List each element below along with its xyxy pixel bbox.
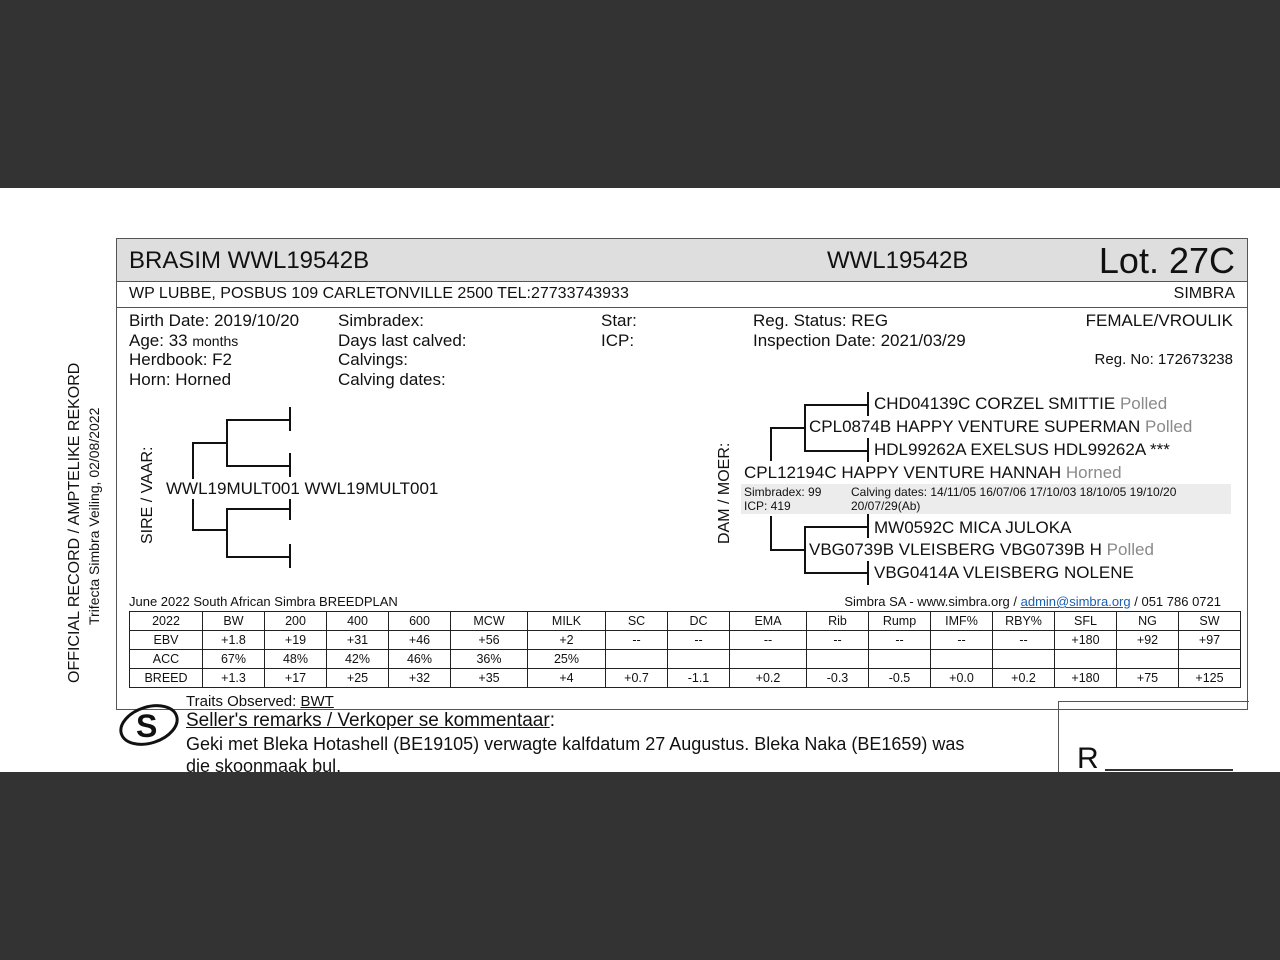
lot-number: Lot. 27C	[1098, 240, 1235, 281]
breedplan-header-cell: 200	[265, 612, 327, 631]
dam-dam-horn: Polled	[1106, 540, 1154, 559]
breedplan-cell: --	[869, 631, 931, 650]
dam-label: DAM / MOER:	[716, 442, 733, 544]
breedplan-cell: 67%	[203, 650, 265, 669]
breedplan-cell	[869, 650, 931, 669]
breedplan-header-cell: MCW	[451, 612, 528, 631]
breedplan-row	[130, 669, 1241, 688]
remarks-line-2: die skoonmaak bul.	[186, 756, 342, 772]
breedplan-cell: -0.5	[869, 669, 931, 688]
dam-dam-sire: MW0592C MICA JULOKA	[874, 518, 1072, 537]
breedplan-cell: +19	[265, 631, 327, 650]
sale-label: Trifecta Simbra Veiling, 02/08/2022	[86, 407, 102, 625]
age-value: Age: 33	[129, 331, 188, 350]
sire-label: SIRE / VAAR:	[139, 446, 156, 544]
breedplan-header-cell: NG	[1117, 612, 1179, 631]
breedplan-row	[130, 650, 1241, 669]
dam-dam-dam: VBG0414A VLEISBERG NOLENE	[874, 563, 1134, 582]
breedplan-header-cell: 600	[389, 612, 451, 631]
breedplan-cell: 48%	[265, 650, 327, 669]
breedplan-header-cell: IMF%	[931, 612, 993, 631]
simbra-logo	[116, 702, 182, 748]
breedplan-header-cell: SFL	[1055, 612, 1117, 631]
breedplan-cell: +46	[389, 631, 451, 650]
breedplan-header-cell: 2022	[130, 612, 203, 631]
breedplan-cell: +0.2	[730, 669, 807, 688]
breedplan-cell: --	[668, 631, 730, 650]
breedplan-cell: +125	[1179, 669, 1241, 688]
price-box	[1058, 701, 1249, 772]
owner-line: WP LUBBE, POSBUS 109 CARLETONVILLE 2500 TEL:27733743933	[129, 285, 629, 302]
breedplan-cell	[1117, 650, 1179, 669]
breedplan-cell: +75	[1117, 669, 1179, 688]
breedplan-header-row	[130, 612, 1241, 631]
dam-sire-sire-horn: Polled	[1119, 394, 1168, 413]
breedplan-header-cell: Rib	[807, 612, 869, 631]
breedplan-cell: 46%	[389, 650, 451, 669]
breedplan-cell: --	[993, 631, 1055, 650]
contact-prefix: Simbra SA - www.simbra.org /	[844, 594, 1017, 609]
traits-observed	[186, 693, 334, 710]
calving-dates-label: Calving dates:	[338, 370, 446, 389]
logo-letter: S	[136, 708, 158, 744]
breedplan-cell	[1055, 650, 1117, 669]
breedplan-cell: +0.0	[931, 669, 993, 688]
days-last-calved-label: Days last calved:	[338, 331, 467, 350]
breedplan-row-label: ACC	[130, 650, 203, 669]
reg-status: Reg. Status: REG	[753, 311, 889, 330]
breedplan-cell: +97	[1179, 631, 1241, 650]
breedplan-cell: +1.8	[203, 631, 265, 650]
breedplan-cell: -1.1	[668, 669, 730, 688]
dam-horn: Horned	[1065, 463, 1122, 482]
breedplan-cell: +0.7	[606, 669, 668, 688]
breedplan-cell: +25	[327, 669, 389, 688]
breedplan-row-label: BREED	[130, 669, 203, 688]
contact-email-link[interactable]: admin@simbra.org	[1020, 594, 1131, 609]
animal-id: WWL19542B	[827, 247, 969, 274]
age-unit: months	[192, 333, 239, 349]
owner-bar	[117, 282, 1247, 308]
dam-simbradex: Simbradex: 99	[744, 485, 822, 499]
inspection-date: Inspection Date: 2021/03/29	[753, 331, 966, 350]
breedplan-cell	[1179, 650, 1241, 669]
breedplan-cell: +0.2	[993, 669, 1055, 688]
breedplan-cell: +92	[1117, 631, 1179, 650]
breedplan-header-cell: SW	[1179, 612, 1241, 631]
contact-suffix: / 051 786 0721	[1134, 594, 1221, 609]
breedplan-header-cell: EMA	[730, 612, 807, 631]
remarks-title-colon: :	[549, 710, 555, 731]
dam-sire-name: CPL0874B HAPPY VENTURE SUPERMAN	[809, 417, 1141, 436]
remarks-line-1: Geki met Bleka Hotashell (BE19105) verwagte kalfdatum 27 Augustus. Bleka Naka (BE1659) was	[186, 734, 965, 754]
breedplan-cell	[993, 650, 1055, 669]
breedplan-cell: --	[931, 631, 993, 650]
dam-name: CPL12194C HAPPY VENTURE HANNAH	[744, 463, 1062, 482]
remarks-title-text: Seller's remarks / Verkoper se kommentaar	[186, 710, 550, 731]
breedplan-header-cell: Rump	[869, 612, 931, 631]
breedplan-cell: +180	[1055, 631, 1117, 650]
official-record-label: OFFICIAL RECORD / AMPTELIKE REKORD	[66, 362, 83, 683]
star-label: Star:	[601, 311, 637, 330]
breedplan-cell	[931, 650, 993, 669]
breed-label: SIMBRA	[1173, 285, 1235, 302]
herdbook: Herdbook: F2	[129, 350, 232, 369]
remarks-title	[186, 710, 555, 732]
breedplan-cell: +32	[389, 669, 451, 688]
breedplan-cell: +31	[327, 631, 389, 650]
breedplan-header-cell: 400	[327, 612, 389, 631]
dam-sire-sire	[874, 394, 1167, 414]
breedplan-header-cell: SC	[606, 612, 668, 631]
birth-date: Birth Date: 2019/10/20	[129, 311, 300, 330]
dam-calving-dates-2: 20/07/29(Ab)	[851, 499, 921, 513]
breedplan-row-label: EBV	[130, 631, 203, 650]
breedplan-table	[129, 611, 1241, 688]
dam-dam	[809, 540, 1154, 560]
breedplan-cell	[668, 650, 730, 669]
traits-label: Traits Observed:	[186, 693, 297, 710]
breedplan-cell: -0.3	[807, 669, 869, 688]
dam-icp: ICP: 419	[744, 499, 791, 513]
price-line	[1105, 769, 1233, 771]
simbradex-label: Simbradex:	[338, 311, 424, 330]
breedplan-cell: +1.3	[203, 669, 265, 688]
breedplan-cell: +2	[528, 631, 606, 650]
price-currency: R	[1077, 742, 1099, 772]
dam	[744, 463, 1122, 483]
breedplan-header-cell: BW	[203, 612, 265, 631]
record-sheet	[0, 188, 1280, 772]
reg-number: Reg. No: 172673238	[1094, 351, 1233, 368]
icp-label: ICP:	[601, 331, 635, 350]
dam-sire	[809, 417, 1192, 437]
horn: Horn: Horned	[129, 370, 232, 389]
breedplan-cell: +35	[451, 669, 528, 688]
breedplan-cell	[606, 650, 668, 669]
breedplan-header-cell: DC	[668, 612, 730, 631]
calvings-label: Calvings:	[338, 350, 408, 369]
dam-sire-dam: HDL99262A EXELSUS HDL99262A ***	[874, 440, 1170, 459]
breedplan-cell	[807, 650, 869, 669]
breedplan-cell: 25%	[528, 650, 606, 669]
breedplan-cell	[730, 650, 807, 669]
dam-stats-strip	[741, 484, 1231, 514]
breedplan-cell: 36%	[451, 650, 528, 669]
sire-name: WWL19MULT001 WWL19MULT001	[166, 479, 439, 498]
breedplan-cell: 42%	[327, 650, 389, 669]
dam-calving-dates: Calving dates: 14/11/05 16/07/06 17/10/03 18/10/05 19/10/20	[851, 485, 1177, 499]
breedplan-header-cell: RBY%	[993, 612, 1055, 631]
age	[129, 331, 238, 351]
breedplan-row	[130, 631, 1241, 650]
breedplan-header-cell: MILK	[528, 612, 606, 631]
breedplan-contact	[844, 594, 1221, 609]
breedplan-cell: --	[730, 631, 807, 650]
breedplan-cell: +56	[451, 631, 528, 650]
dam-sire-sire-name: CHD04139C CORZEL SMITTIE	[874, 394, 1116, 413]
breedplan-cell: +4	[528, 669, 606, 688]
breedplan-cell: --	[807, 631, 869, 650]
breedplan-cell: +180	[1055, 669, 1117, 688]
breedplan-cell: --	[606, 631, 668, 650]
traits-value: BWT	[300, 693, 334, 710]
title-bar	[117, 239, 1247, 282]
dam-sire-horn: Polled	[1145, 417, 1193, 436]
breedplan-cell: +17	[265, 669, 327, 688]
animal-name: BRASIM WWL19542B	[129, 247, 370, 274]
sex-label: FEMALE/VROULIK	[1085, 311, 1233, 330]
dam-dam-name: VBG0739B VLEISBERG VBG0739B H	[809, 540, 1102, 559]
breedplan-title: June 2022 South African Simbra BREEDPLAN	[129, 594, 398, 609]
